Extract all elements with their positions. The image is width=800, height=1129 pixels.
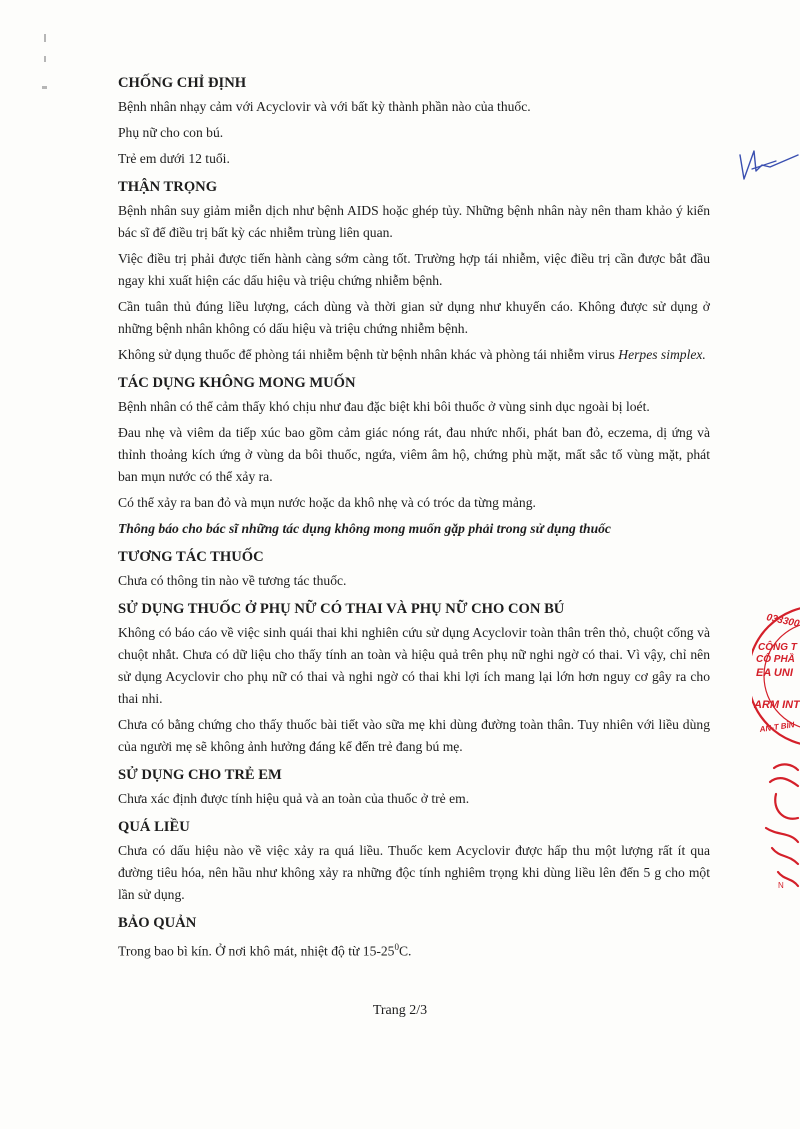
- paragraph: Bệnh nhân nhạy cảm với Acyclovir và với bất kỳ thành phần nào của thuốc.: [118, 99, 531, 114]
- paragraph: Chưa có dấu hiệu nào về việc xảy ra quá liều. Thuốc kem Acyclovir được hấp thu một lượng rất ít qua đường tiêu hóa, nên hầu như không xảy ra những độc tính nghiêm trọng khi dùng liều lên đến 5 g cho một lần sử dụng.: [118, 843, 710, 902]
- company-stamp: [752, 596, 800, 896]
- stamp-text: 033300: [765, 612, 800, 630]
- paragraph: Bệnh nhân suy giảm miễn dịch như bệnh AIDS hoặc ghép tủy. Những bệnh nhân này nên tham khảo ý kiến bác sĩ để điều trị bất kỳ các nhiễm trùng liên quan.: [118, 203, 710, 240]
- stamp-text: AN-T BÌN: [759, 720, 796, 734]
- stamp-text: EA UNI: [756, 667, 793, 679]
- stamp-text: ARM INT: [754, 699, 800, 711]
- paragraph: Đau nhẹ và viêm da tiếp xúc bao gồm cảm giác nóng rát, đau nhức nhối, phát ban đỏ, eczema, dị ứng và thỉnh thoảng kích ứng ở vùng da bôi thuốc, ngứa, viêm âm hộ, chứng phù mặt, mất sắc tố vùng mặt, phát ban mụn nước có thể xảy ra.: [118, 425, 710, 484]
- paragraph: [118, 936, 710, 963]
- section-heading-pregnancy: SỬ DỤNG THUỐC Ở PHỤ NỮ CÓ THAI VÀ PHỤ NỮ CHO CON BÚ: [118, 601, 565, 617]
- section-heading-interactions: TƯƠNG TÁC THUỐC: [118, 549, 264, 565]
- scan-mark: [44, 56, 46, 62]
- stamp-text: CÔNG T: [758, 642, 797, 653]
- virus-name: Herpes simplex.: [618, 347, 706, 362]
- signature-mark: [736, 141, 800, 187]
- scan-mark: [42, 86, 47, 89]
- paragraph: Phụ nữ cho con bú.: [118, 125, 224, 140]
- paragraph-text: Không sử dụng thuốc để phòng tái nhiễm bệnh từ bệnh nhân khác và phòng tái nhiễm virus: [118, 347, 619, 362]
- warning-note: Thông báo cho bác sĩ những tác dụng không mong muốn gặp phải trong sử dụng thuốc: [118, 521, 611, 536]
- paragraph: Không có báo cáo về việc sinh quái thai khi nghiên cứu sử dụng Acyclovir toàn thân trên thỏ, chuột cống và chuột nhắt. Chưa có dữ liệu cho thấy tính an toàn và hiệu quả trên phụ nữ nghi ngờ có thai. Vì vậy, chỉ nên sử dụng Acyclovir cho phụ nữ có thai và nghi ngờ có thai khi lợi ích mang lại lớn hơn nguy cơ gây ra cho thai nhi.: [118, 625, 710, 706]
- degree-superscript: 0: [394, 942, 399, 952]
- section-heading-children: SỬ DỤNG CHO TRẺ EM: [118, 767, 282, 783]
- scan-mark: [44, 34, 46, 42]
- paragraph: Chưa có thông tin nào về tương tác thuốc.: [118, 573, 347, 588]
- paragraph: Chưa có bằng chứng cho thấy thuốc bài tiết vào sữa mẹ khi dùng đường toàn thân. Tuy nhiên với liều dùng của người mẹ sẽ không ảnh hưởng đáng kể đến trẻ đang bú mẹ.: [118, 717, 710, 754]
- paragraph: Cần tuân thủ đúng liều lượng, cách dùng và thời gian sử dụng như khuyến cáo. Không được sử dụng ở những bệnh nhân không có dấu hiệu và triệu chứng nhiễm bệnh.: [118, 299, 710, 336]
- stamp-text: N: [778, 881, 784, 890]
- storage-text: Trong bao bì kín. Ở nơi khô mát, nhiệt độ từ 15-25: [118, 943, 395, 959]
- temperature-unit: C.: [398, 943, 412, 959]
- stamp-text: CỔ PHẦ: [756, 654, 795, 665]
- section-heading-storage: BẢO QUẢN: [118, 915, 197, 931]
- paragraph: Bệnh nhân có thể cảm thấy khó chịu như đau đặc biệt khi bôi thuốc ở vùng sinh dục ngoài bị loét.: [118, 399, 650, 414]
- document-body: [118, 72, 710, 967]
- section-heading-contraindications: CHỐNG CHỈ ĐỊNH: [118, 75, 247, 91]
- section-heading-precautions: THẬN TRỌNG: [118, 179, 218, 195]
- section-heading-side-effects: TÁC DỤNG KHÔNG MONG MUỐN: [118, 375, 356, 391]
- paragraph: Có thể xảy ra ban đỏ và mụn nước hoặc da khô nhẹ và có tróc da từng mảng.: [118, 495, 536, 510]
- paragraph: [118, 344, 710, 366]
- paragraph: Trẻ em dưới 12 tuổi.: [118, 151, 230, 166]
- paragraph: Việc điều trị phải được tiến hành càng sớm càng tốt. Trường hợp tái nhiễm, việc điều trị cần được bắt đầu ngay khi xuất hiện các dấu hiệu và triệu chứng nhiễm bệnh.: [118, 251, 710, 288]
- page-number: Trang 2/3: [372, 1003, 428, 1018]
- section-heading-overdose: QUÁ LIỀU: [118, 819, 190, 835]
- paragraph: Chưa xác định được tính hiệu quả và an toàn của thuốc ở trẻ em.: [118, 791, 470, 806]
